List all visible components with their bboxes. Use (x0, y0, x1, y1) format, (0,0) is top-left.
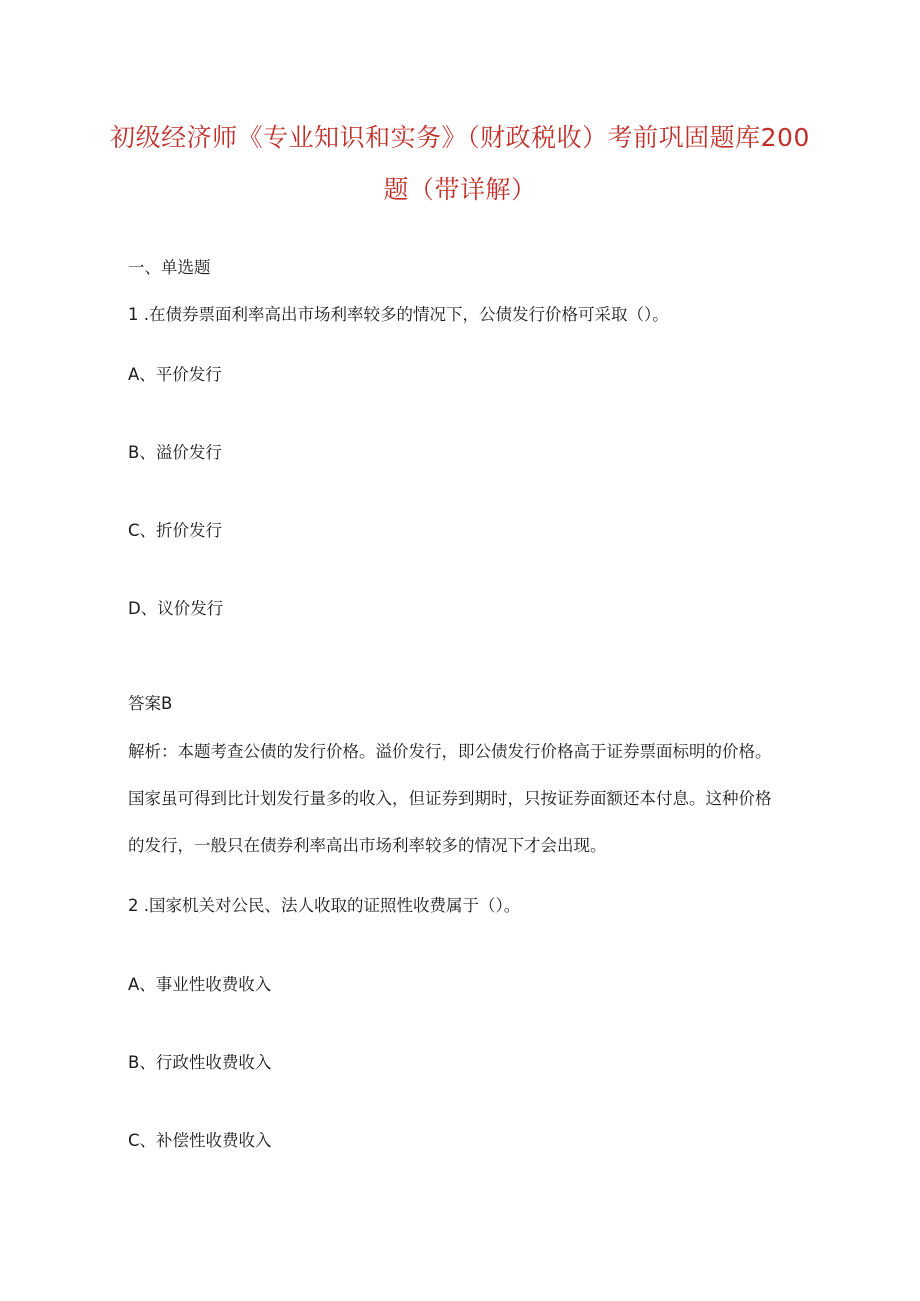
question-2-option-c: C、补偿性收费收入 (128, 1131, 272, 1150)
question-1-explanation-line-1: 解析：本题考查公债的发行价格。溢价发行，即公债发行价格高于证券票面标明的价格。 (128, 742, 772, 761)
question-2-option-a: A、事业性收费收入 (128, 975, 272, 994)
document-title-line-1: 初级经济师《专业知识和实务》（财政税收）考前巩固题库200 (110, 123, 810, 152)
question-2-option-b: B、行政性收费收入 (128, 1053, 272, 1072)
document-title-line-2: 题（带详解） (383, 175, 537, 204)
question-1-explanation-line-2: 国家虽可得到比计划发行量多的收入，但证券到期时，只按证券面额还本付息。这种价格 (128, 789, 772, 808)
section-heading: 一、单选题 (128, 258, 211, 277)
question-1-option-d: D、议价发行 (128, 599, 224, 618)
question-1-stem: 1 .在债券票面利率高出市场利率较多的情况下，公债发行价格可采取（）。 (128, 305, 669, 324)
question-1-answer: 答案B (128, 694, 173, 713)
question-2-stem: 2 .国家机关对公民、法人收取的证照性收费属于（）。 (128, 896, 521, 915)
question-1-option-a: A、平价发行 (128, 365, 222, 384)
question-1-option-c: C、折价发行 (128, 521, 223, 540)
question-1-option-b: B、溢价发行 (128, 443, 222, 462)
question-1-explanation-line-3: 的发行，一般只在债券利率高出市场利率较多的情况下才会出现。 (128, 836, 607, 855)
